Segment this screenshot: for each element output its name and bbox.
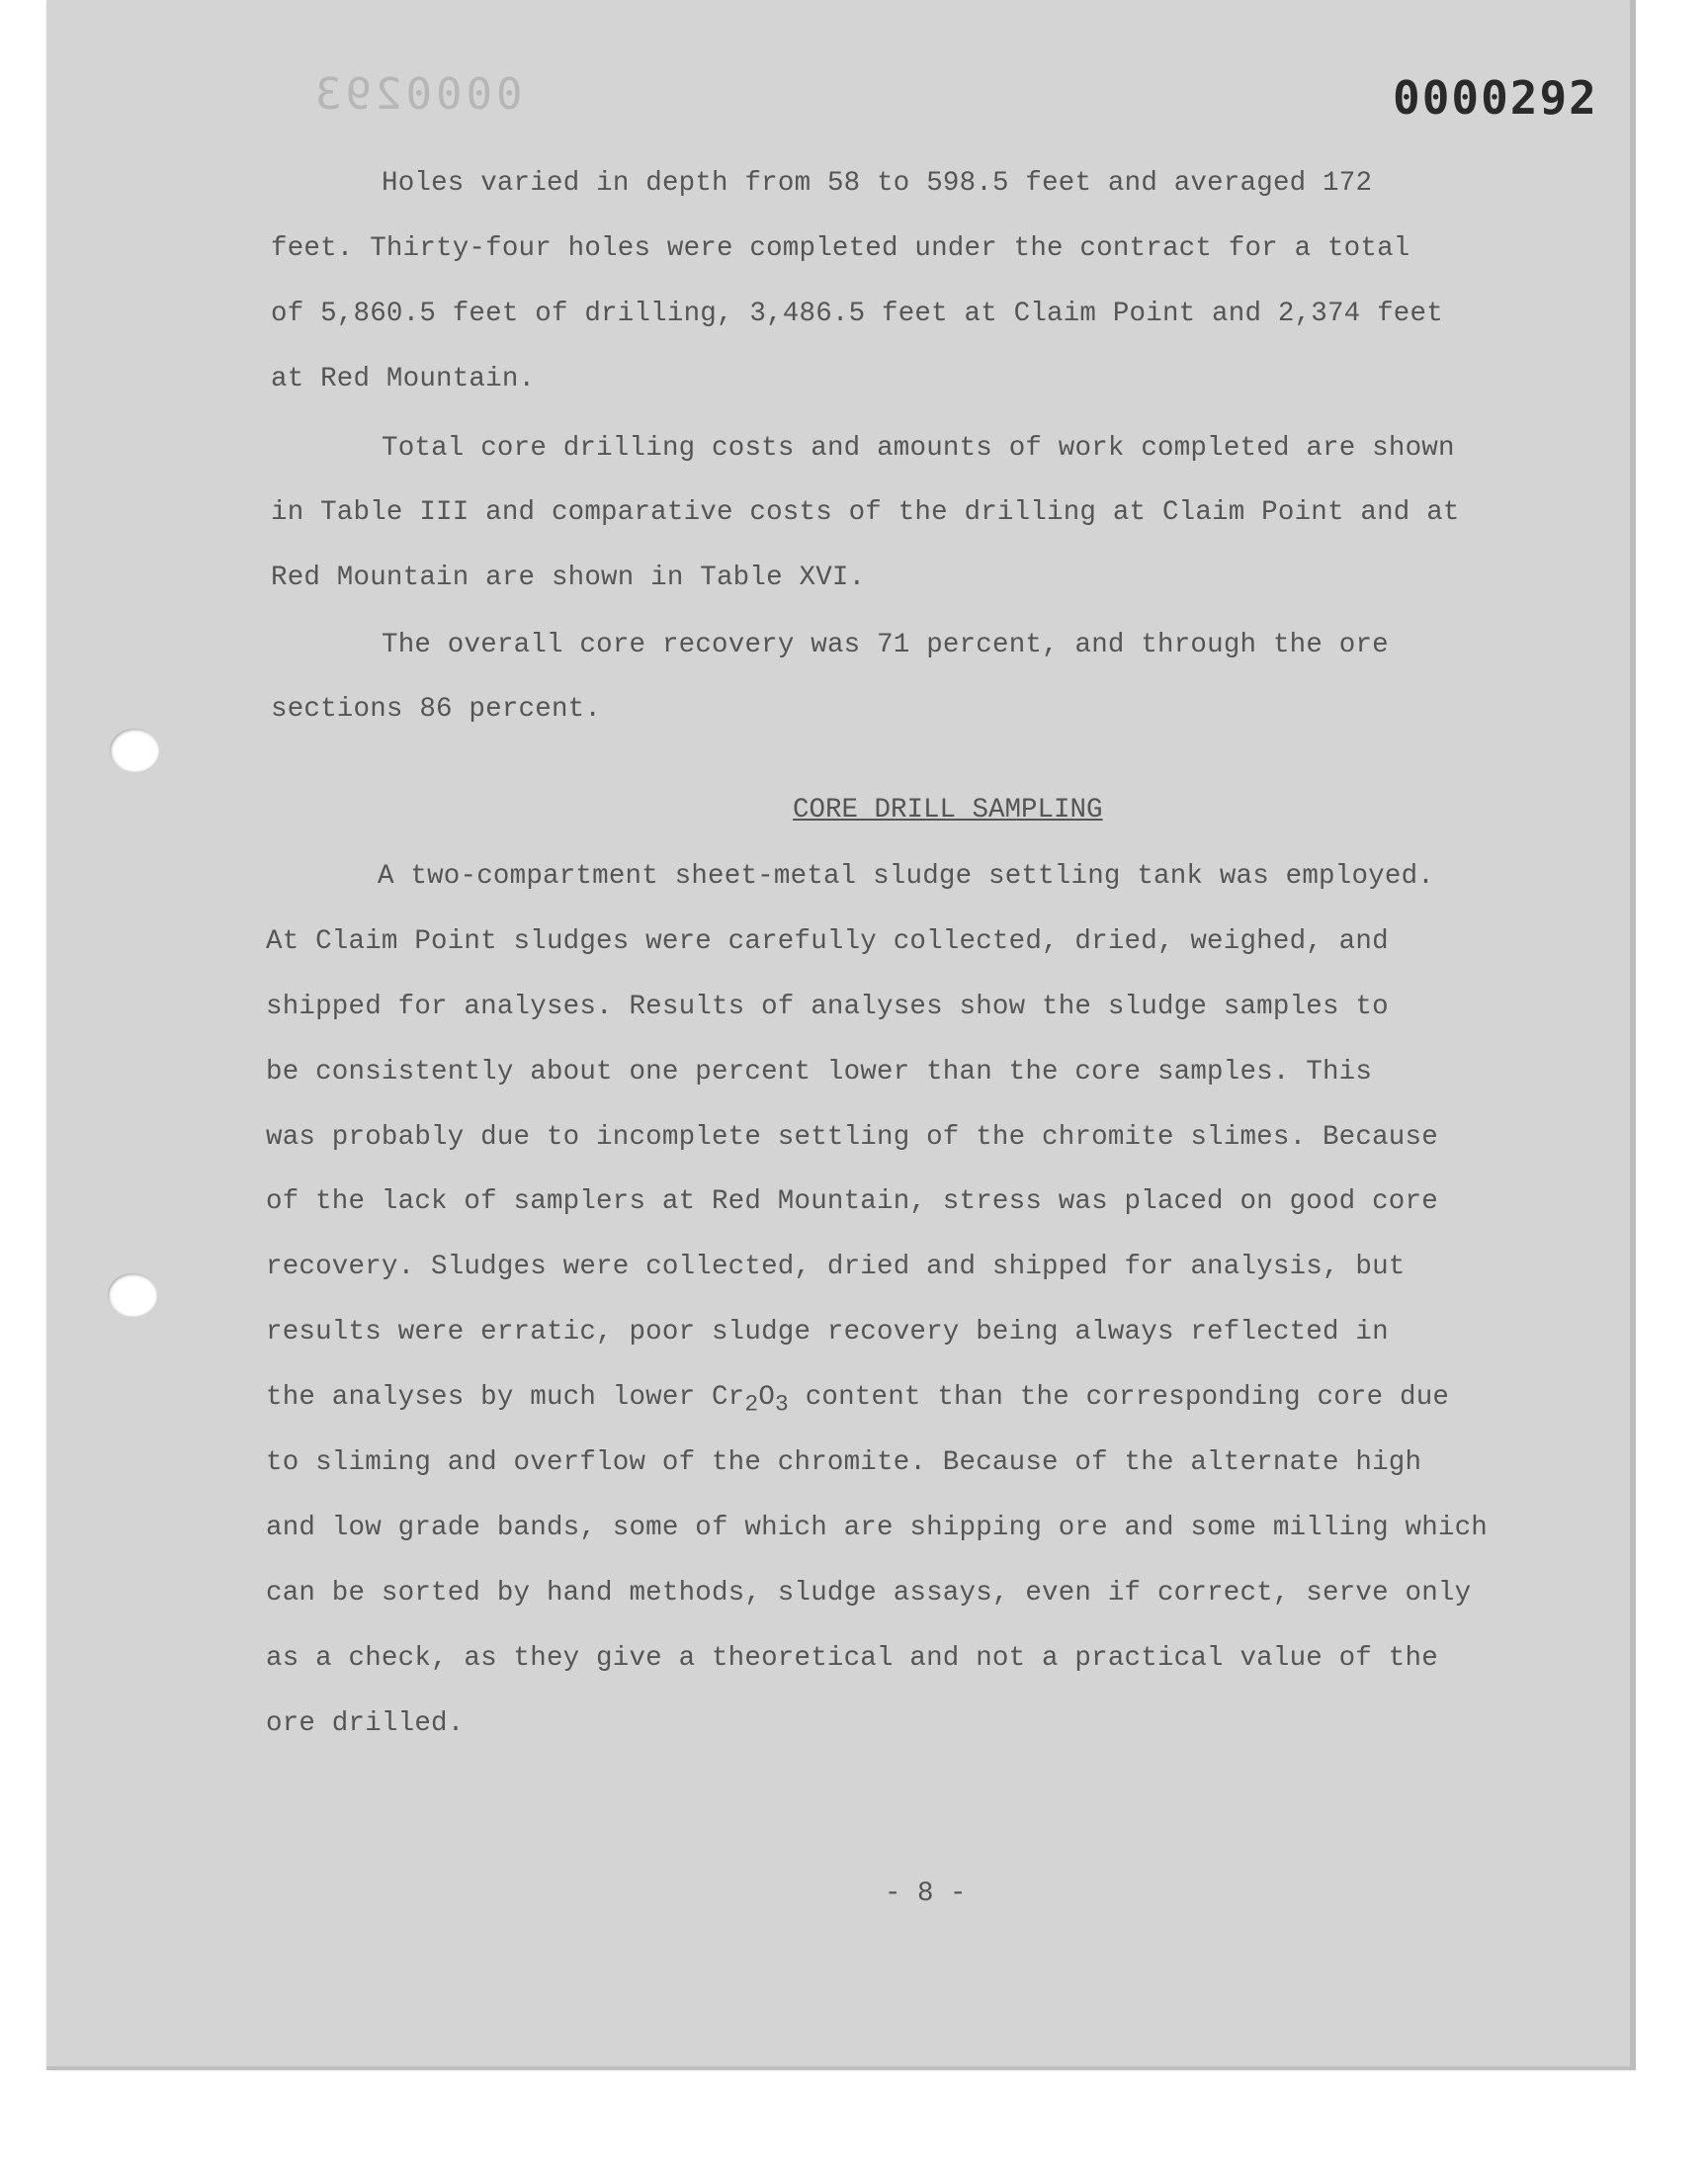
chemical-formula: $Cr_2O_3$ bbox=[711, 1382, 789, 1418]
paragraph-line: Red Mountain are shown in Table XVI. bbox=[271, 563, 866, 593]
paragraph-line: feet. Thirty-four holes were completed under the contract for a total bbox=[271, 233, 1410, 264]
binder-hole-top bbox=[110, 729, 159, 772]
section-line: was probably due to incomplete settling of the chromite slimes. Because bbox=[266, 1122, 1438, 1153]
paragraph-line: at Red Mountain. bbox=[271, 364, 536, 394]
paragraph-line: of 5,860.5 feet of drilling, 3,486.5 feet at Claim Point and 2,374 feet bbox=[271, 299, 1443, 329]
section-line: shipped for analyses. Results of analyses show the sludge samples to bbox=[266, 992, 1389, 1022]
section-line: and low grade bands, some of which are shipping ore and some milling which bbox=[266, 1513, 1488, 1543]
formula-prefix-text: the analyses by much lower bbox=[266, 1382, 712, 1413]
formula-suffix-text: content than the corresponding core due bbox=[805, 1382, 1450, 1413]
section-line: recovery. Sludges were collected, dried and shipped for analysis, but bbox=[266, 1252, 1406, 1282]
document-number-stamp: 0000292 bbox=[1393, 71, 1598, 125]
section-line: ore drilled. bbox=[266, 1708, 465, 1739]
paragraph-line: Holes varied in depth from 58 to 598.5 feet and averaged 172 bbox=[382, 168, 1373, 199]
section-line: results were erratic, poor sludge recovery being always reflected in bbox=[266, 1317, 1389, 1348]
paper-edge-right bbox=[1630, 0, 1636, 2068]
section-line: as a check, as they give a theoretical and not a practical value of the bbox=[266, 1643, 1438, 1674]
section-line: can be sorted by hand methods, sludge assays, even if correct, serve only bbox=[266, 1578, 1472, 1609]
section-line: be consistently about one percent lower than the core samples. This bbox=[266, 1057, 1373, 1088]
paragraph-line: in Table III and comparative costs of the drilling at Claim Point and at bbox=[271, 497, 1460, 528]
mirrored-bleedthrough-stamp: 0000293 bbox=[311, 69, 523, 120]
paragraph-line: The overall core recovery was 71 percent, and through the ore bbox=[382, 630, 1389, 660]
section-line: to sliming and overflow of the chromite. Because of the alternate high bbox=[266, 1447, 1422, 1478]
paragraph-line: sections 86 percent. bbox=[271, 694, 602, 725]
paragraph-line: Total core drilling costs and amounts of work completed are shown bbox=[382, 433, 1455, 464]
section-line: of the lack of samplers at Red Mountain, stress was placed on good core bbox=[266, 1186, 1438, 1217]
document-page bbox=[46, 0, 1630, 2066]
binder-hole-bottom bbox=[108, 1273, 157, 1317]
page-number: - 8 - bbox=[885, 1878, 967, 1909]
section-heading: CORE DRILL SAMPLING bbox=[793, 795, 1103, 826]
section-line: A two-compartment sheet-metal sludge settling tank was employed. bbox=[378, 861, 1434, 892]
section-line-with-formula bbox=[266, 1382, 1449, 1418]
paper-edge-bottom bbox=[46, 2066, 1636, 2070]
section-line: At Claim Point sludges were carefully collected, dried, weighed, and bbox=[266, 926, 1389, 957]
